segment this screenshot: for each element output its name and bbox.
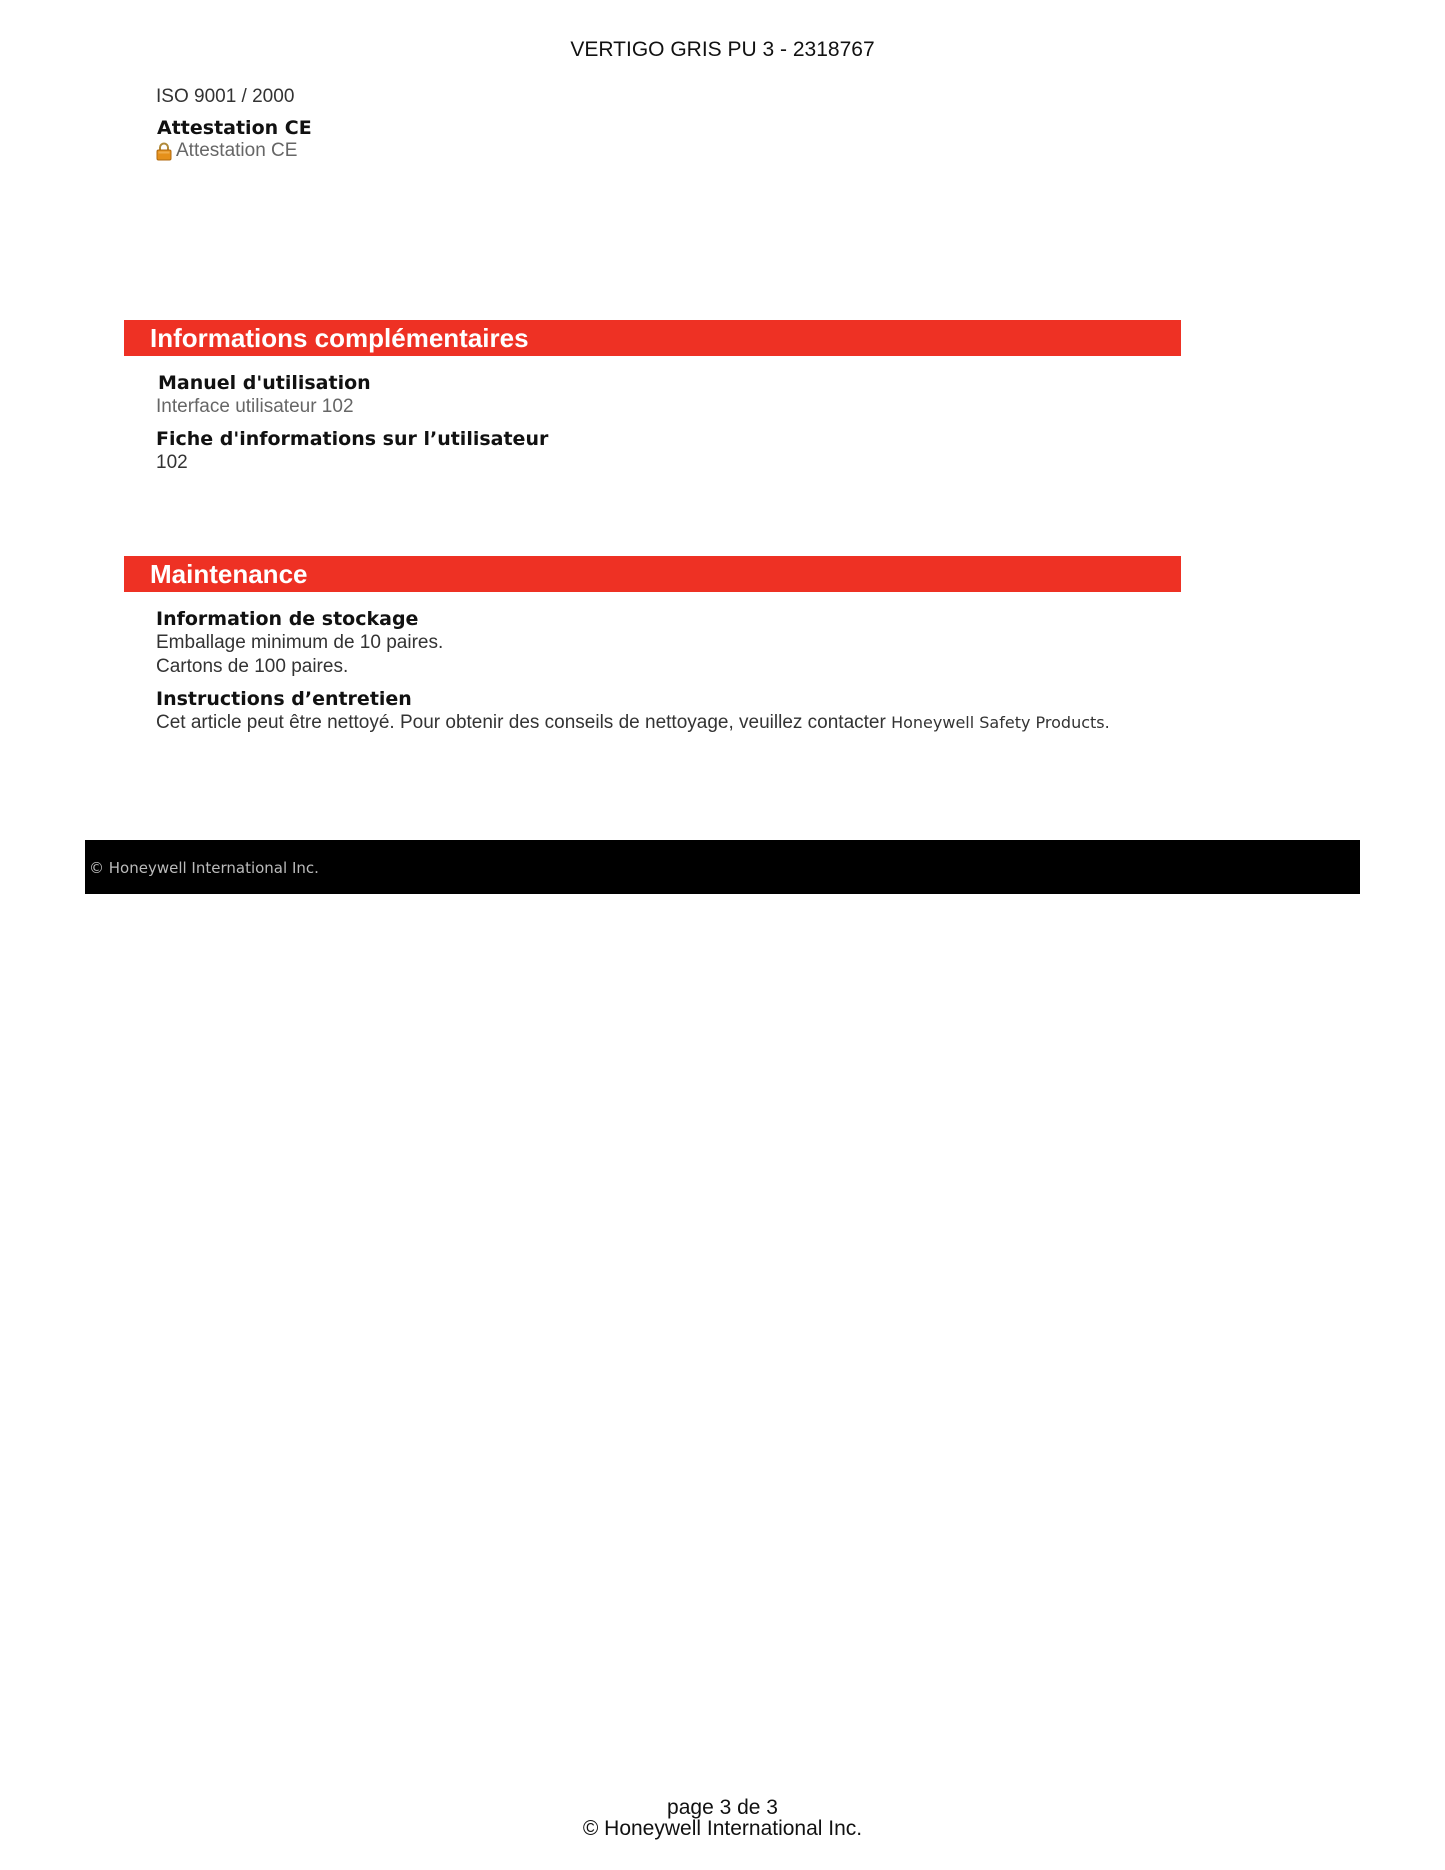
section-header-maintenance xyxy=(124,556,1181,592)
page-footer-copyright: © Honeywell International Inc. xyxy=(582,1817,863,1840)
document-title: VERTIGO GRIS PU 3 - 2318767 xyxy=(570,38,875,61)
manual-value-link[interactable]: Interface utilisateur 102 xyxy=(156,396,354,417)
care-instructions-body: Cet article peut être nettoyé. Pour obtenir des conseils de nettoyage, veuillez contacter xyxy=(156,712,886,733)
page-number: page 3 de 3 xyxy=(667,1796,778,1819)
footer-bar xyxy=(85,840,1360,894)
storage-label: Information de stockage xyxy=(156,608,419,630)
user-sheet-label: Fiche d'informations sur l’utilisateur xyxy=(156,428,549,450)
lock-icon xyxy=(156,142,176,161)
care-instructions-brand: Honeywell Safety Products. xyxy=(891,713,1110,732)
iso-certification: ISO 9001 / 2000 xyxy=(156,86,295,107)
attestation-ce-link[interactable] xyxy=(156,139,297,163)
section-title-informations: Informations complémentaires xyxy=(150,323,529,353)
manual-label: Manuel d'utilisation xyxy=(158,372,371,394)
storage-line-1: Emballage minimum de 10 paires. xyxy=(156,632,444,653)
attestation-ce-label: Attestation CE xyxy=(157,117,312,139)
storage-line-2: Cartons de 100 paires. xyxy=(156,656,349,677)
care-instructions-label: Instructions d’entretien xyxy=(156,688,412,710)
user-sheet-value: 102 xyxy=(156,452,188,473)
care-instructions-text xyxy=(156,712,1110,734)
section-title-maintenance: Maintenance xyxy=(150,559,308,589)
footer-bar-copyright: © Honeywell International Inc. xyxy=(89,859,319,877)
section-header-informations xyxy=(124,320,1181,356)
attestation-ce-link-text[interactable]: Attestation CE xyxy=(176,140,298,161)
